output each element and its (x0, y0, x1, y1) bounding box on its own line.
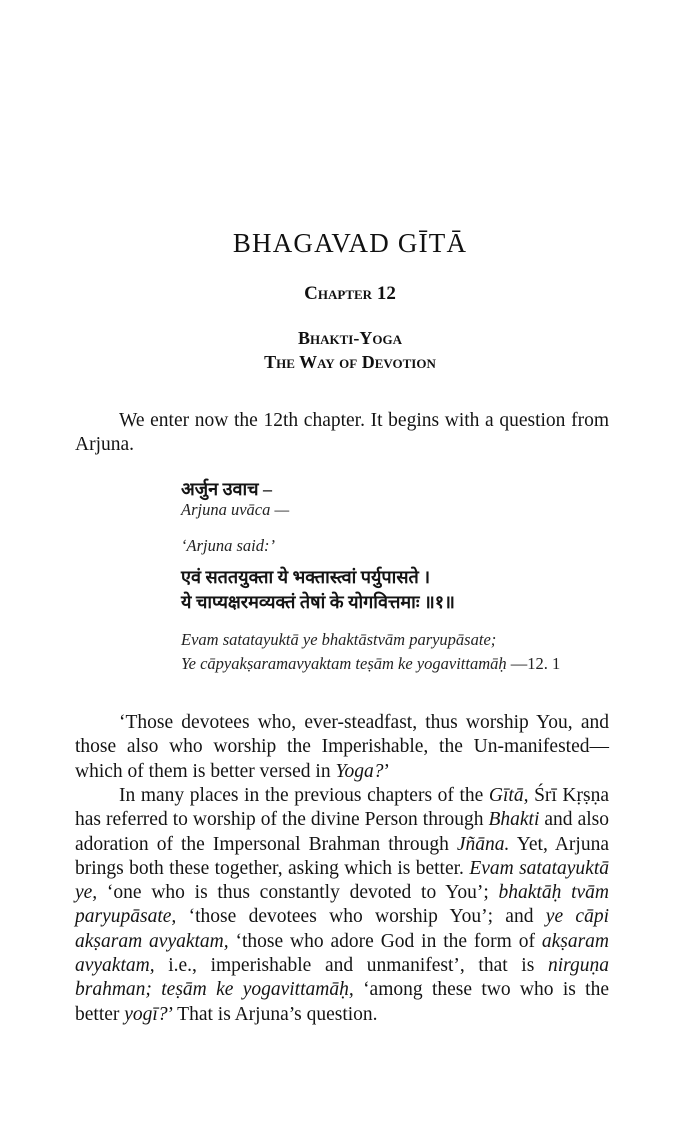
chapter-heading: Chapter 12 (304, 283, 396, 304)
commentary-text: ‘among these two who is the better (75, 979, 609, 1025)
commentary-italic: Evam satatayuktā ye, (75, 857, 609, 904)
verse-speaker-devanagari: अर्जुन उवाच – (181, 479, 273, 499)
commentary-italic: Bhakti (488, 809, 540, 831)
commentary-text: ‘one who is thus constantly devoted to You’; (97, 882, 499, 904)
verse-devanagari-line-1: एवं सततयुक्ता ये भक्तास्त्वां पर्युपासते । (181, 567, 431, 587)
commentary-text: i.e., imperishable and unmanifest’, that is (154, 955, 548, 977)
commentary-paragraph (75, 784, 609, 1027)
commentary-text: ’ That is Arjuna’s question. (167, 1003, 378, 1025)
verse-devanagari-line-2: ये चाप्यक्षरमव्यक्तं तेषां के योगवित्तमाः ॥१॥ (181, 592, 455, 612)
translation-end: ’ (383, 760, 391, 782)
verse-transliteration-text: Ye cāpyakṣaramavyaktam teṣām ke yogavittamāḥ (181, 654, 507, 673)
commentary-italic: bhaktāḥ tvām paryupāsate, (75, 882, 610, 928)
commentary-italic: Jñāna. (456, 833, 510, 855)
intro-paragraph: We enter now the 12th chapter. It begins with a question from Arjuna. (75, 410, 609, 456)
commentary-text: and also adoration of the Impersonal Brahman through (75, 809, 609, 855)
commentary-italic: yogī? (124, 1003, 168, 1025)
verse-reference: —12. 1 (506, 654, 561, 673)
commentary-text: ‘those devotees who worship You’; and (176, 906, 546, 928)
commentary-text: In many places in the previous chapters of the (119, 785, 489, 806)
chapter-subtitle-sanskrit: Bhakti-Yoga (298, 328, 402, 348)
verse-speaker-transliteration: Arjuna uvāca — (181, 500, 290, 519)
verse-transliteration-line-2 (181, 654, 560, 674)
verse-transliteration-line-1: Evam satatayuktā ye bhaktāstvām paryupāsate; (181, 630, 497, 649)
commentary-italic: nirguṇa brahman; teṣām ke yogavittamāḥ, (75, 955, 609, 1001)
translation-italic: Yoga? (335, 760, 384, 782)
commentary-text: Śrī Kṛṣṇa has referred to worship of the divine Person through (75, 785, 610, 831)
commentary-italic: ye cāpi akṣaram avyaktam, (75, 906, 609, 952)
translation-paragraph (75, 711, 609, 784)
commentary-italic: akṣaram avyaktam, (75, 930, 609, 977)
commentary-text: Yet, Arjuna brings both these together, asking which is better. (75, 833, 609, 879)
chapter-subtitle-english: The Way of Devotion (264, 352, 436, 372)
translation-text: ‘Those devotees who, ever-steadfast, thus worship You, and those also who worship the Imperishable, the Un-manifested—which of them is better versed in (75, 712, 609, 782)
commentary-text: ‘those who adore God in the form of (228, 930, 542, 952)
verse-speaker-english: ‘Arjuna said:’ (181, 536, 275, 555)
book-title: BHAGAVAD GĪTĀ (232, 228, 468, 258)
commentary-italic: Gītā, (488, 785, 529, 806)
